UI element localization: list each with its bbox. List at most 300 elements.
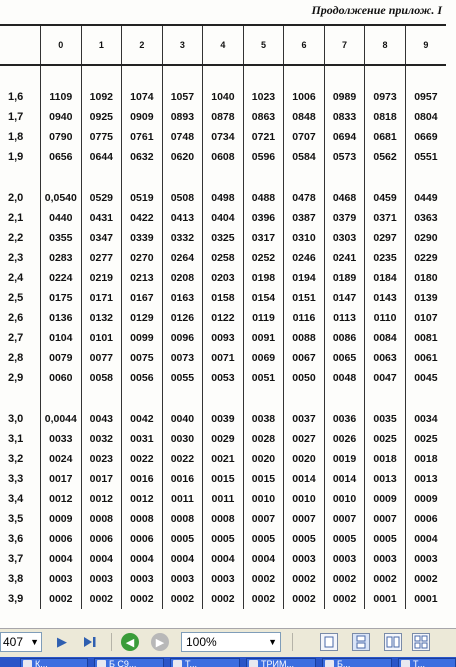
table-cell: 0023 <box>81 449 122 469</box>
table-cell: 0925 <box>81 107 122 127</box>
table-cell: 0003 <box>324 549 365 569</box>
table-cell: 0644 <box>81 147 122 167</box>
table-cell: 1023 <box>243 87 284 107</box>
table-cell: 0058 <box>81 368 122 388</box>
table-cell: 0030 <box>162 429 203 449</box>
table-cell: 0003 <box>203 569 244 589</box>
table-cell: 0050 <box>284 368 325 388</box>
row-argument: 1,6 <box>8 91 24 103</box>
table-cell: 0508 <box>162 188 203 208</box>
page-number-value: 407 <box>3 635 24 649</box>
table-row <box>0 489 446 509</box>
table-cell: 0488 <box>243 188 284 208</box>
table-cell: 0562 <box>365 147 406 167</box>
table-cell: 0449 <box>405 188 446 208</box>
table-cell: 0584 <box>284 147 325 167</box>
group-spacer <box>0 65 446 87</box>
table-cell: 0065 <box>324 348 365 368</box>
table-cell: 0277 <box>81 248 122 268</box>
table-cell: 0129 <box>122 308 163 328</box>
table-cell: 0056 <box>122 368 163 388</box>
table-cell: 0154 <box>243 288 284 308</box>
table-cell: 0009 <box>365 489 406 509</box>
table-cell: 0371 <box>365 208 406 228</box>
table-cell: 0110 <box>365 308 406 328</box>
table-cell: 0101 <box>81 328 122 348</box>
column-header: 8 <box>365 25 406 65</box>
table-cell: 0440 <box>41 208 82 228</box>
continuous-page-icon[interactable] <box>352 633 370 651</box>
table-cell: 0203 <box>203 268 244 288</box>
table-cell: 0002 <box>284 569 325 589</box>
table-cell: 0422 <box>122 208 163 228</box>
table-cell: 0010 <box>284 489 325 509</box>
table-cell: 0004 <box>203 549 244 569</box>
table-body <box>0 65 446 609</box>
table-cell: 0478 <box>284 188 325 208</box>
table-row <box>0 569 446 589</box>
table-cell: 0379 <box>324 208 365 228</box>
table-cell: 0608 <box>203 147 244 167</box>
table-cell: 0003 <box>284 549 325 569</box>
table-cell: 0073 <box>162 348 203 368</box>
table-row <box>0 248 446 268</box>
table-cell: 0022 <box>162 449 203 469</box>
column-header: 9 <box>405 25 446 65</box>
group-spacer <box>0 167 446 188</box>
table-cell: 0241 <box>324 248 365 268</box>
table-cell: 0,0540 <box>41 188 82 208</box>
table-cell: 0014 <box>324 469 365 489</box>
table-cell: 0317 <box>243 228 284 248</box>
table-cell: 0027 <box>284 429 325 449</box>
table-cell: 0001 <box>405 589 446 609</box>
table-cell: 0002 <box>324 569 365 589</box>
table-row <box>0 107 446 127</box>
table-cell: 0031 <box>122 429 163 449</box>
table-cell: 0573 <box>324 147 365 167</box>
table-cell: 0258 <box>203 248 244 268</box>
table-cell: 0396 <box>243 208 284 228</box>
table-row <box>0 288 446 308</box>
table-cell: 0018 <box>365 449 406 469</box>
table-cell: 0004 <box>41 549 82 569</box>
table-cell: 0035 <box>365 409 406 429</box>
table-cell: 0014 <box>284 469 325 489</box>
row-argument: 2,3 <box>8 252 24 264</box>
table-cell: 0079 <box>41 348 82 368</box>
table-cell: 0167 <box>122 288 163 308</box>
table-cell: 0003 <box>41 569 82 589</box>
facing-pages-icon[interactable] <box>384 633 402 651</box>
table-cell: 0694 <box>324 127 365 147</box>
row-argument: 3,4 <box>8 493 24 505</box>
column-header: 1 <box>81 25 122 65</box>
table-cell: 0071 <box>203 348 244 368</box>
table-cell: 0224 <box>41 268 82 288</box>
column-header: 5 <box>243 25 284 65</box>
table-cell: 0015 <box>243 469 284 489</box>
table-row <box>0 188 446 208</box>
table-cell: 0008 <box>162 509 203 529</box>
table-cell: 0957 <box>405 87 446 107</box>
table-cell: 0355 <box>41 228 82 248</box>
table-cell: 0020 <box>243 449 284 469</box>
table-cell: 0707 <box>284 127 325 147</box>
table-cell: 0468 <box>324 188 365 208</box>
table-cell: 0093 <box>203 328 244 348</box>
table-cell: 0139 <box>405 288 446 308</box>
table-cell: 0007 <box>324 509 365 529</box>
table-row <box>0 368 446 388</box>
table-cell: 0804 <box>405 107 446 127</box>
table-cell: 0270 <box>122 248 163 268</box>
table-cell: 0347 <box>81 228 122 248</box>
table-cell: 0011 <box>162 489 203 509</box>
table-cell: 0909 <box>122 107 163 127</box>
table-cell: 1006 <box>284 87 325 107</box>
table-cell: 0051 <box>243 368 284 388</box>
table-cell: 0021 <box>203 449 244 469</box>
table-cell: 0119 <box>243 308 284 328</box>
table-cell: 1074 <box>122 87 163 107</box>
row-argument: 3,8 <box>8 573 24 585</box>
table-cell: 0048 <box>324 368 365 388</box>
table-cell: 0158 <box>203 288 244 308</box>
row-argument: 2,6 <box>8 312 24 324</box>
table-cell: 0310 <box>284 228 325 248</box>
table-cell: 0002 <box>243 589 284 609</box>
table-cell: 0143 <box>365 288 406 308</box>
table-row <box>0 409 446 429</box>
table-row <box>0 529 446 549</box>
back-icon[interactable]: ◀ <box>121 633 139 651</box>
table-cell: 0002 <box>405 569 446 589</box>
table-cell: 0019 <box>324 449 365 469</box>
row-argument: 3,6 <box>8 533 24 545</box>
probability-table <box>0 24 446 609</box>
table-cell: 0498 <box>203 188 244 208</box>
table-row <box>0 147 446 167</box>
table-cell: 0012 <box>41 489 82 509</box>
row-argument: 3,2 <box>8 453 24 465</box>
table-cell: 0003 <box>162 569 203 589</box>
taskbar-item[interactable]: ТРИМ... <box>246 658 316 667</box>
table-cell: 1040 <box>203 87 244 107</box>
table-cell: 0363 <box>405 208 446 228</box>
table-cell: 0132 <box>81 308 122 328</box>
table-cell: 0086 <box>324 328 365 348</box>
table-cell: 0017 <box>81 469 122 489</box>
table-row <box>0 308 446 328</box>
table-cell: 0290 <box>405 228 446 248</box>
table-row <box>0 228 446 248</box>
table-cell: 0005 <box>162 529 203 549</box>
table-cell: 0246 <box>284 248 325 268</box>
row-argument: 2,8 <box>8 352 24 364</box>
table-cell: 0010 <box>243 489 284 509</box>
table-cell: 0387 <box>284 208 325 228</box>
table-cell: 0863 <box>243 107 284 127</box>
table-header-row <box>0 25 446 65</box>
table-cell: 0431 <box>81 208 122 228</box>
table-cell: 0002 <box>41 589 82 609</box>
table-cell: 0008 <box>203 509 244 529</box>
table-cell: 0003 <box>81 569 122 589</box>
viewer-toolbar <box>0 628 456 657</box>
table-cell: 0833 <box>324 107 365 127</box>
table-cell: 0198 <box>243 268 284 288</box>
table-cell: 0004 <box>162 549 203 569</box>
table-cell: 0025 <box>365 429 406 449</box>
table-cell: 0060 <box>41 368 82 388</box>
row-argument: 3,1 <box>8 433 24 445</box>
table-cell: 0003 <box>365 549 406 569</box>
table-row <box>0 87 446 107</box>
table-cell: 0003 <box>405 549 446 569</box>
table-cell: 0013 <box>365 469 406 489</box>
table-cell: 0009 <box>41 509 82 529</box>
table-cell: 0001 <box>365 589 406 609</box>
table-row <box>0 268 446 288</box>
group-spacer <box>0 388 446 409</box>
table-cell: 0028 <box>243 429 284 449</box>
table-cell: 0113 <box>324 308 365 328</box>
row-argument: 3,0 <box>8 413 24 425</box>
zoom-select[interactable] <box>181 632 281 652</box>
table-cell: 0116 <box>284 308 325 328</box>
table-cell: 0015 <box>203 469 244 489</box>
table-cell: 0040 <box>162 409 203 429</box>
table-cell: 0067 <box>284 348 325 368</box>
table-cell: 0189 <box>324 268 365 288</box>
column-header: 3 <box>162 25 203 65</box>
row-argument: 1,7 <box>8 111 24 123</box>
table-cell: 0283 <box>41 248 82 268</box>
table-cell: 0055 <box>162 368 203 388</box>
table-cell: 0047 <box>365 368 406 388</box>
last-page-icon[interactable] <box>80 632 100 652</box>
table-cell: 0002 <box>162 589 203 609</box>
single-page-icon[interactable] <box>320 633 338 651</box>
table-cell: 0005 <box>243 529 284 549</box>
column-header: 4 <box>203 25 244 65</box>
table-cell: 0011 <box>203 489 244 509</box>
table-cell: 0721 <box>243 127 284 147</box>
table-cell: 0007 <box>243 509 284 529</box>
table-cell: 0002 <box>122 589 163 609</box>
table-cell: 0104 <box>41 328 82 348</box>
taskbar-item[interactable]: К... <box>20 658 88 667</box>
table-cell: 1092 <box>81 87 122 107</box>
chevron-down-icon[interactable]: ▼ <box>30 637 39 647</box>
table-cell: 0006 <box>81 529 122 549</box>
table-cell: 0005 <box>203 529 244 549</box>
table-cell: 0989 <box>324 87 365 107</box>
table-cell: 0,0044 <box>41 409 82 429</box>
table-row <box>0 328 446 348</box>
table-cell: 0012 <box>122 489 163 509</box>
row-argument: 2,5 <box>8 292 24 304</box>
table-cell: 0037 <box>284 409 325 429</box>
table-cell: 0016 <box>122 469 163 489</box>
table-cell: 0013 <box>405 469 446 489</box>
table-cell: 0077 <box>81 348 122 368</box>
table-cell: 0184 <box>365 268 406 288</box>
table-cell: 1057 <box>162 87 203 107</box>
zoom-value: 100% <box>186 635 217 649</box>
taskbar <box>0 657 456 667</box>
table-cell: 0006 <box>122 529 163 549</box>
row-argument: 2,1 <box>8 212 24 224</box>
table-cell: 0034 <box>405 409 446 429</box>
row-argument: 2,7 <box>8 332 24 344</box>
row-argument: 3,9 <box>8 593 24 605</box>
table-cell: 0175 <box>41 288 82 308</box>
table-cell: 0004 <box>243 549 284 569</box>
table-cell: 0005 <box>284 529 325 549</box>
table-cell: 0004 <box>122 549 163 569</box>
table-row <box>0 549 446 569</box>
chevron-down-icon[interactable]: ▼ <box>268 637 277 647</box>
table-cell: 0459 <box>365 188 406 208</box>
table-cell: 0748 <box>162 127 203 147</box>
table-cell: 0163 <box>162 288 203 308</box>
table-cell: 0061 <box>405 348 446 368</box>
table-cell: 0018 <box>405 449 446 469</box>
table-cell: 0039 <box>203 409 244 429</box>
table-cell: 0264 <box>162 248 203 268</box>
table-cell: 0002 <box>284 589 325 609</box>
page-number-field[interactable] <box>0 632 42 652</box>
table-cell: 0043 <box>81 409 122 429</box>
column-header: 6 <box>284 25 325 65</box>
table-cell: 0003 <box>122 569 163 589</box>
table-cell: 0297 <box>365 228 406 248</box>
table-cell: 0194 <box>284 268 325 288</box>
table-cell: 0010 <box>324 489 365 509</box>
table-cell: 0033 <box>41 429 82 449</box>
table-cell: 0075 <box>122 348 163 368</box>
table-cell: 0099 <box>122 328 163 348</box>
table-cell: 0878 <box>203 107 244 127</box>
table-cell: 0235 <box>365 248 406 268</box>
table-cell: 0091 <box>243 328 284 348</box>
table-cell: 0020 <box>284 449 325 469</box>
taskbar-item[interactable]: Т... <box>398 658 456 667</box>
table-cell: 0026 <box>324 429 365 449</box>
table-row <box>0 469 446 489</box>
table-cell: 0620 <box>162 147 203 167</box>
table-cell: 0325 <box>203 228 244 248</box>
table-cell: 0681 <box>365 127 406 147</box>
table-cell: 0005 <box>324 529 365 549</box>
table-cell: 0004 <box>405 529 446 549</box>
table-cell: 0016 <box>162 469 203 489</box>
row-argument: 2,4 <box>8 272 24 284</box>
table-cell: 0008 <box>81 509 122 529</box>
forward-icon[interactable]: ▶ <box>151 633 169 651</box>
table-cell: 0208 <box>162 268 203 288</box>
table-cell: 0107 <box>405 308 446 328</box>
table-cell: 0024 <box>41 449 82 469</box>
header-corner <box>0 25 41 65</box>
table-cell: 0126 <box>162 308 203 328</box>
table-row <box>0 509 446 529</box>
table-cell: 0022 <box>122 449 163 469</box>
table-row <box>0 127 446 147</box>
table-cell: 0413 <box>162 208 203 228</box>
table-cell: 0063 <box>365 348 406 368</box>
column-header: 0 <box>41 25 82 65</box>
table-cell: 0038 <box>243 409 284 429</box>
table-cell: 0069 <box>243 348 284 368</box>
table-cell: 0002 <box>365 569 406 589</box>
table-cell: 0009 <box>405 489 446 509</box>
table-cell: 0007 <box>365 509 406 529</box>
table-cell: 0008 <box>122 509 163 529</box>
page-caption: Продолжение прилож. I <box>311 3 442 17</box>
table-row <box>0 208 446 228</box>
table-row <box>0 589 446 609</box>
row-argument: 3,7 <box>8 553 24 565</box>
table-cell: 0002 <box>81 589 122 609</box>
table-cell: 0006 <box>41 529 82 549</box>
table-cell: 0025 <box>405 429 446 449</box>
table-cell: 0632 <box>122 147 163 167</box>
table-cell: 0734 <box>203 127 244 147</box>
continuous-facing-icon[interactable] <box>412 633 430 651</box>
row-argument: 2,0 <box>8 192 24 204</box>
table-cell: 0656 <box>41 147 82 167</box>
table-cell: 0032 <box>81 429 122 449</box>
taskbar-item[interactable]: Т... <box>170 658 240 667</box>
table-cell: 0017 <box>41 469 82 489</box>
table-cell: 0088 <box>284 328 325 348</box>
table-cell: 0213 <box>122 268 163 288</box>
taskbar-item[interactable]: Б... <box>322 658 392 667</box>
table-row <box>0 429 446 449</box>
table-cell: 0036 <box>324 409 365 429</box>
row-argument: 3,5 <box>8 513 24 525</box>
table-cell: 0007 <box>284 509 325 529</box>
table-cell: 0136 <box>41 308 82 328</box>
table-cell: 0005 <box>365 529 406 549</box>
table-cell: 0096 <box>162 328 203 348</box>
table-cell: 0084 <box>365 328 406 348</box>
table-cell: 0122 <box>203 308 244 328</box>
table-cell: 0229 <box>405 248 446 268</box>
table-cell: 0029 <box>203 429 244 449</box>
table-cell: 0818 <box>365 107 406 127</box>
table-cell: 0404 <box>203 208 244 228</box>
next-page-icon[interactable]: ▶ <box>57 634 67 649</box>
row-argument: 1,8 <box>8 131 24 143</box>
table-cell: 0339 <box>122 228 163 248</box>
table-cell: 0042 <box>122 409 163 429</box>
table-cell: 0303 <box>324 228 365 248</box>
column-header: 2 <box>122 25 163 65</box>
table-row <box>0 348 446 368</box>
row-argument: 1,9 <box>8 151 24 163</box>
table-cell: 0596 <box>243 147 284 167</box>
table-cell: 0775 <box>81 127 122 147</box>
table-cell: 0045 <box>405 368 446 388</box>
taskbar-item[interactable]: Б С9... <box>94 658 164 667</box>
table-cell: 0180 <box>405 268 446 288</box>
table-cell: 0171 <box>81 288 122 308</box>
table-cell: 0151 <box>284 288 325 308</box>
